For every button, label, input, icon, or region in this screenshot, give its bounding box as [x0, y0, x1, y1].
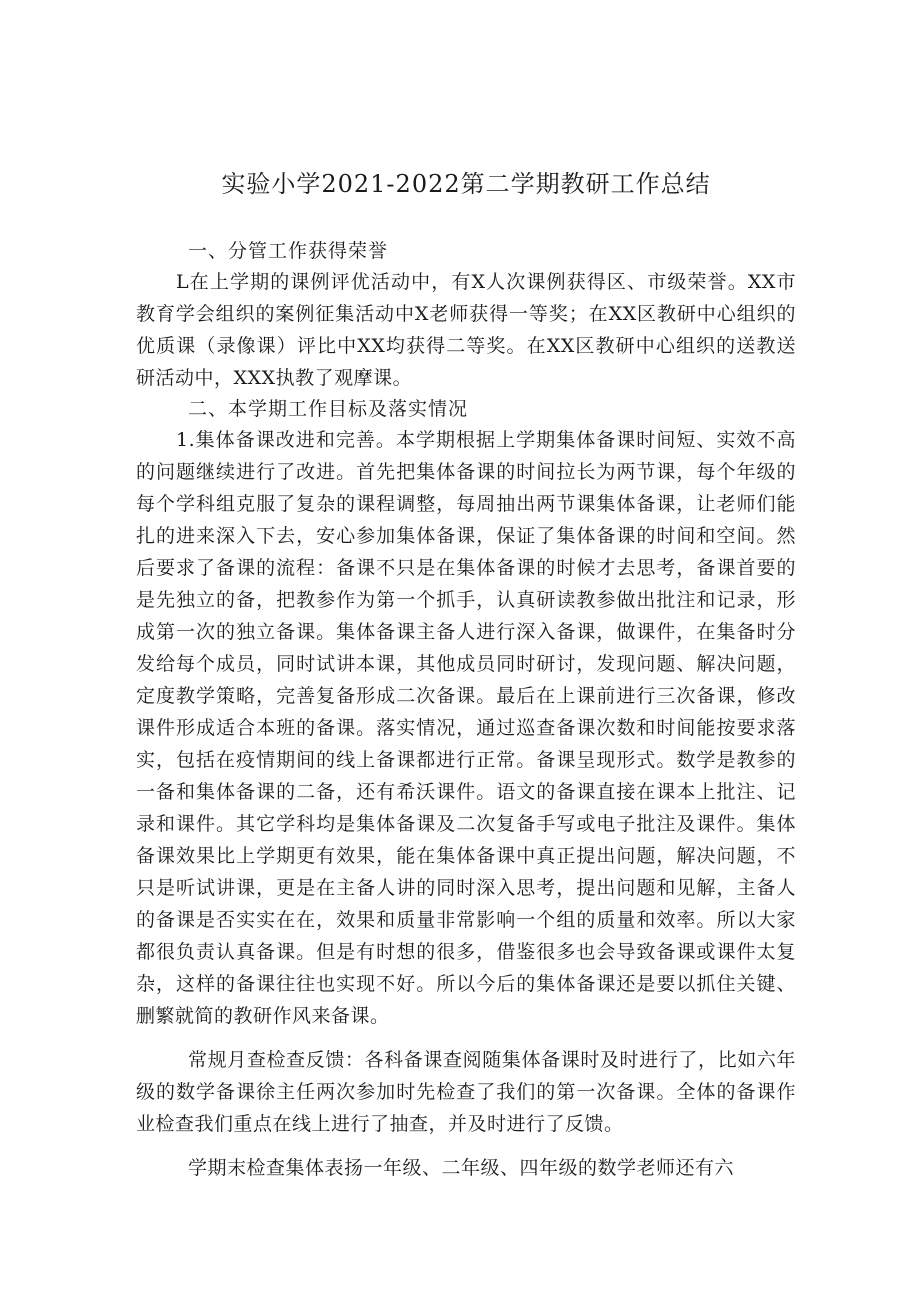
paragraph-collective-lesson-prep: 1.集体备课改进和完善。本学期根据上学期集体备课时间短、实效不高的问题继续进行了改进。首先把集体备课的时间拉长为两节课，每个年级的每个学科组克服了复杂的课程调整，每周抽出两节课集体备课，让老师们能扎的进来深入下去，安心参加集体备课，保证了集体备课的时间和空间。然后要求了备课的流程：备课不只是在集体备课的时候才去思考，备课首要的是先独立的备，把教参作为第一个抓手，认真研读教参做出批注和记录，形成第一次的独立备课。集体备课主备人进行深入备课，做课件，在集备时分发给每个成员，同时试讲本课，其他成员同时研讨，发现问题、解决问题，定度教学策略，完善复备形成二次备课。最后在上课前进行三次备课，修改课件形成适合本班的备课。落实情况，通过巡查备课次数和时间能按要求落实，包括在疫情期间的线上备课都进行正常。备课呈现形式。数学是教参的一备和集体备课的二备，还有希沃课件。语文的备课直接在课本上批注、记录和课件。其它学科均是集体备课及二次复备手写或电子批注及课件。集体备课效果比上学期更有效果，能在集体备课中真正提出问题，解决问题，不只是听试讲课，更是在主备人讲的同时深入思考，提出问题和见解，主备人的备课是否实实在在，效果和质量非常影响一个组的质量和效率。所以大家都很负责认真备课。但是有时想的很多，借鉴很多也会导致备课或课件太复杂，这样的备课往往也实现不好。所以今后的集体备课还是要以抓住关键、删繁就简的教研作风来备课。 — [136, 429, 796, 1027]
paragraph-term-end-check: 学期末检查集体表扬一年级、二年级、四年级的数学老师还有六 — [188, 1157, 735, 1179]
section-heading-honors: 一、分管工作获得荣誉 — [188, 240, 389, 262]
document-title: 实验小学2021-2022第二学期教研工作总结 — [221, 170, 711, 198]
section-heading-goals: 二、本学期工作目标及落实情况 — [188, 398, 469, 420]
paragraph-honors: L在上学期的课例评优活动中，有X人次课例获得区、市级荣誉。XX市教育学会组织的案例征集活动中X老师获得一等奖；在XX区教研中心组织的优质课（录像课）评比中XX均获得二等奖。在XX区教研中心组织的送教送研活动中，XXX执教了观摩课。 — [136, 271, 796, 389]
paragraph-monthly-check: 常规月查检查反馈：各科备课查阅随集体备课时及时进行了，比如六年级的数学备课徐主任两次参加时先检查了我们的第一次备课。全体的备课作业检查我们重点在线上进行了抽查，并及时进行了反馈。 — [136, 1049, 796, 1135]
document-page — [136, 166, 796, 1184]
